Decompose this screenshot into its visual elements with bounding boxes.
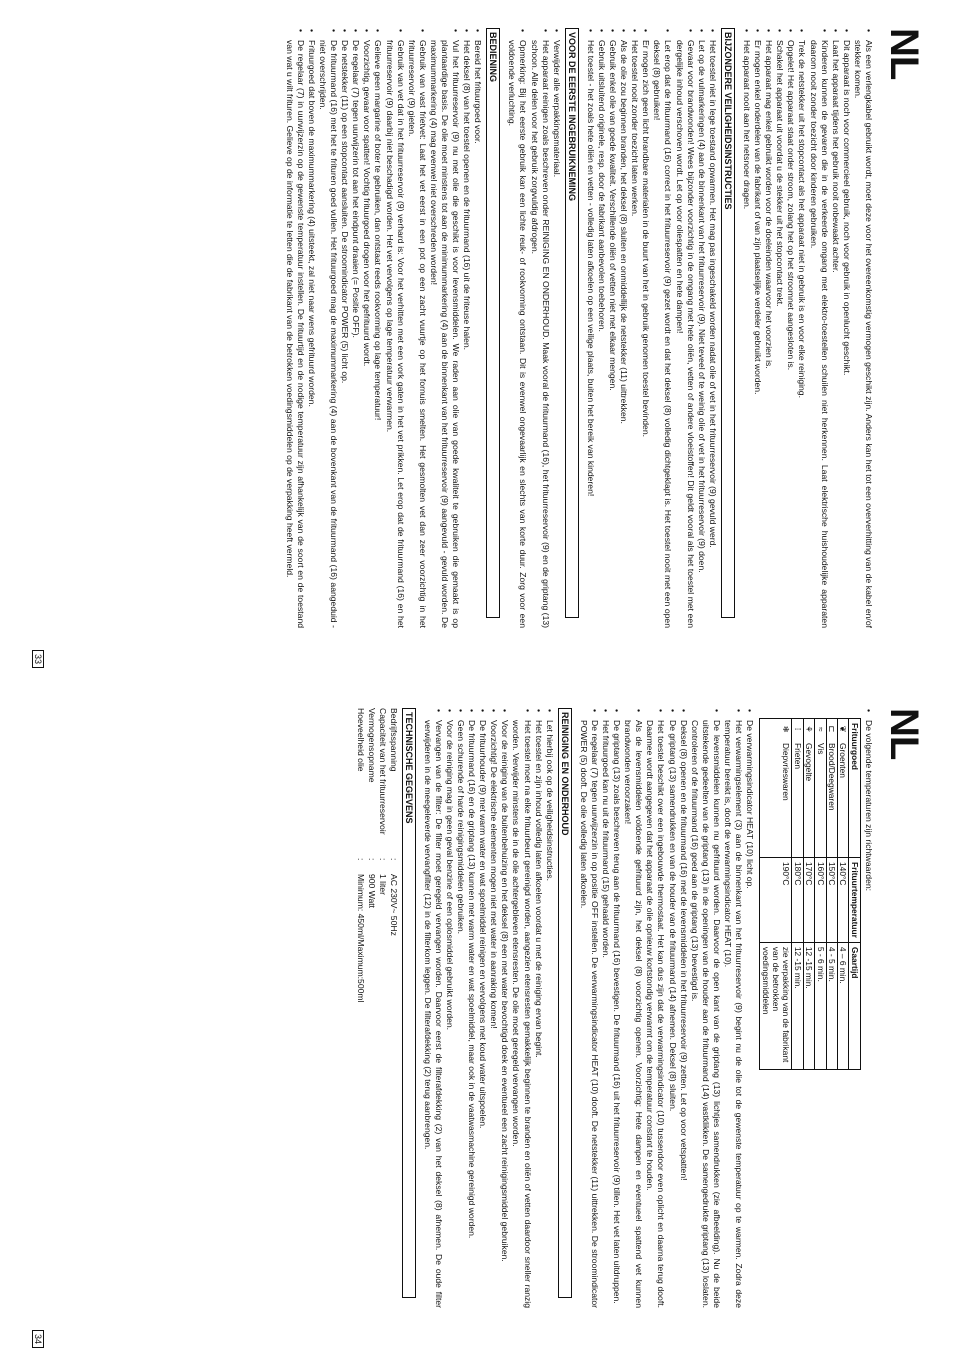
food-cell: Brood/Deegwaren bbox=[826, 739, 837, 858]
list-item: • Als een verlengkabel gebruikt wordt, moet deze voor het overeenkomstig vermogen geschikt zijn. Anders kan het tot een oververhitting van de kabel en/of stekker komen. bbox=[852, 28, 874, 628]
table-row bbox=[838, 719, 849, 1070]
list-item: • De frituurmand (16) met het te frituren goed vullen. Het frituurgoed mag de maximummarkering (4) aan de bovenkant van de frituurmand (16) aangeduid - niet overschrijden. bbox=[317, 28, 339, 628]
list-item: • De griptang (13) samendrukken en van de houder van de frituurmand (14) afnemen. Deksel (8) sluiten. bbox=[667, 708, 678, 1308]
temperature-cell: 180°C bbox=[792, 858, 803, 943]
list-item: • Als de olie zou beginnen branden, het deksel (8) sluiten en onmiddellijk de netstekker (11) uittrekken. bbox=[618, 28, 629, 628]
list-item: • Deksel (8) openen en de frituurmand (16) met de levensmiddelen in het frituurreservoir (9) zetten. Let op voor vetspatten! bbox=[678, 708, 689, 1308]
list-item: • Het frituurgoed kan nu uit de frituurmand (15) gehaald worden. bbox=[600, 708, 611, 1308]
vegetables-icon: ❦ bbox=[838, 719, 849, 740]
list-item: • Het toestel en zijn inhoud volledig laten afkoelen voordat u met de reiniging ervan begint. bbox=[533, 708, 544, 1308]
list-item: • Gebruik uitsluitend originele, resp. door de fabrikant aanbevolen toebehoren. bbox=[596, 28, 607, 628]
list-item: • Het apparaat nooit aan het netsnoer dragen. bbox=[741, 28, 752, 628]
list-item: • Vervangen van de filter: De filter moet geregeld vervangen worden. Daarvoor eerst de filterafdekking (2) van het deksel (8) afnemen. De oude filter verwijderen in de meegeleverde vervangfilter (12) in de filterkom leggen. De filterafdekking (2) terug aanbrengen. bbox=[422, 708, 444, 1308]
operation-list bbox=[284, 28, 484, 628]
cleaning-list bbox=[422, 708, 555, 1308]
spec-separator: : bbox=[388, 858, 399, 861]
list-item: • Kinderen kunnen de gevaren die in de verkeerde omgang met elektro-toestellen schuilen niet herkennen. Laat elektrische huishoudelijke apparaten daarom nooit zonder toezicht door kinderen gebruiken. bbox=[807, 28, 829, 628]
spec-row bbox=[355, 708, 366, 1308]
manual-page-34 bbox=[22, 690, 940, 1356]
list-item: • Voorzichtig, gevaar voor spatten! Vochtig frituurgoed drogen voor het gefrituurd wordt. bbox=[361, 28, 372, 628]
specs-list bbox=[355, 708, 399, 1308]
list-item: • Als de levensmiddelen voldoende gefrituurd zijn, het deksel (8) voorzichtig openen. Voorzichtig: Hete dampen en eventueel spattend vet kunnen brandwonden veroorzaken! bbox=[622, 708, 644, 1308]
spec-row bbox=[388, 708, 399, 1308]
time-cell: 5 - 6 min. bbox=[815, 942, 826, 1069]
fish-icon: ≈ bbox=[815, 719, 826, 740]
spec-separator: : bbox=[377, 858, 388, 861]
table-row bbox=[760, 719, 792, 1070]
temperature-cell: 140°C bbox=[838, 858, 849, 943]
food-cell: Frieten bbox=[792, 739, 803, 858]
poultry-icon: ⚘ bbox=[803, 719, 814, 740]
page-number: 34 bbox=[32, 1330, 44, 1348]
list-item: • Verwijder alle verpakkingsmateriaal. bbox=[551, 28, 562, 628]
time-cell: zie verpakking van de fabrikant van de betrokken voedingsmiddelen bbox=[760, 942, 792, 1069]
spec-label: Bedrijfsspanning bbox=[388, 708, 399, 772]
list-item: • De griptang (13) zoals beschreven terug aan de frituurmand (16) bevestigen. De frituurmand (16) uit het frituurreservoir (9) tillen. Het vet laten uitdruppen. bbox=[611, 708, 622, 1308]
manual-page-33 bbox=[22, 10, 940, 676]
list-item: • Schakel het apparaat uit voordat u de stekker uit het stopcontact trekt. bbox=[774, 28, 785, 628]
intro-list bbox=[741, 28, 874, 628]
spec-row bbox=[377, 708, 388, 1308]
list-item: • De levensmiddelen kunnen nu gefrituurd worden. Daarvoor de open kant van de griptang (13) lichtjes samendrukken (zie afbeelding). Nu de beide uitstekende gedeelten van de griptang (13) in de openingen van de houder aan de frituurmand (14) vastklikken. De samengedrukte griptang (13) loslaten. Controleren of de frituurmand (16) goed aan de griptang (13) bevestigd is. bbox=[689, 708, 722, 1308]
temperature-cell: 170°C bbox=[803, 858, 814, 943]
spec-label: Vermogensopname bbox=[366, 708, 377, 783]
fries-icon: ⁞ bbox=[792, 719, 803, 740]
frozen-food-icon: ❄ bbox=[760, 719, 792, 740]
list-item: • Het toestel nooit zonder toezicht laten werken. bbox=[629, 28, 640, 628]
list-item: • De verwarmingsindicator HEAT (10) licht op. bbox=[744, 708, 755, 1308]
table-header-row bbox=[849, 719, 860, 1070]
temperature-cell: 150°C bbox=[826, 858, 837, 943]
language-heading: NL bbox=[882, 28, 926, 80]
page-number: 33 bbox=[32, 650, 44, 668]
spec-label: Capaciteit van het frituurreservoir bbox=[377, 708, 388, 835]
first-use-list bbox=[506, 28, 561, 628]
list-item: • Opmerking: Bij het eerste gebruik kan een lichte reuk- of rookvorming ontstaan. Dit is evenwel ongevaarlijk en slechts van korte duur. Zorg voor een voldoende verluchting. bbox=[506, 28, 528, 628]
spec-value: Minimum: 450ml/Maximum:500ml bbox=[355, 874, 366, 1003]
list-item: • De regelaar (7) in uurwijzerzin op de gewenste temperatuur instellen. De frituurtijd en de nodige temperatuur zijn afhankelijk van de soort en de toestand van wat u wilt frituren. Gelieve op de informatie te letten die de fabrikant van de betrokken voedingsmiddelen op de verpakking heeft vermeld. bbox=[284, 28, 306, 628]
list-item: • Gebruik van vast frietvet: Laat het vet eerst in een pot op een zacht vuurtje op het fornuis smelten. Het gesmolten vet dan zeer voorzichtig in het frituurreservoir (9) gieten. bbox=[406, 28, 428, 628]
list-item: • Het toestel beschikt over een ingebouwde thermostaat. Het kan dus zijn dat de verwarmingsindicator (10) tussendoor even oplicht en daarna terug dooft. Daarmee wordt aangegeven dat het apparaat de olie opnieuw kortstondig verwarmt om de temperatuur constant te houden. bbox=[644, 708, 666, 1308]
list-item: • Voor de reiniging van de buitenbehuizing en het deksel (8) een met water bevochtigd doek en eventueel een zacht reinigingsmiddel gebruiken. bbox=[499, 708, 510, 1308]
list-item: • Het verwarmingselement (3) aan de binnenkant van het frituurreservoir (9) begint nu de olie tot de gewenste temperatuur op te warmen. Zodra deze temperatuur bereikt is, dooft de verwarmingsindicator HEAT (10). bbox=[722, 708, 744, 1308]
food-cell: Diepvrieswaren bbox=[760, 739, 792, 858]
spec-value: 1 liter bbox=[377, 874, 388, 896]
list-item: • Gelieve geen margarine of boter te gebruiken, dan ontstaat reeds rookvorming op lage temperatuur! bbox=[372, 28, 383, 628]
section-title-operation: BEDIENING bbox=[486, 28, 500, 618]
table-row bbox=[815, 719, 826, 1070]
list-item: • De netstekker (11) op een stopcontact aansluiten. De stroomindicator POWER (5) licht op. bbox=[339, 28, 350, 628]
spec-separator: : bbox=[366, 858, 377, 861]
bread-icon: ⊏ bbox=[826, 719, 837, 740]
column-header-time: Gaartijd bbox=[849, 942, 860, 1069]
section-title-specs: TECHNISCHE GEGEVENS bbox=[402, 708, 416, 1298]
list-item: • Trek de netstekker uit het stopcontact als het apparaat niet in gebruik is en voor elke reiniging. bbox=[796, 28, 807, 628]
frying-temperature-table bbox=[759, 718, 861, 1070]
table-row bbox=[826, 719, 837, 1070]
section-title-safety: BIJZONDERE VEILIGHEIDSINSTRUCTIES bbox=[721, 28, 735, 618]
spec-row bbox=[366, 708, 377, 1308]
list-item: • Er mogen enkel onderdelen van de fabrikant of van zijn plaatselijke verdeler gebruikt worden. bbox=[752, 28, 763, 628]
list-item: • Bereid het frituurgoed voor. bbox=[472, 28, 483, 628]
list-item: • Gebruik van vet dat in het frituurreservoir (9) verhard is: Voor het verhitten met een vork gaten in het vet prikken. Let erop dat de frituurmand (16) en het frituurreservoir (9) daarbij niet beschadigd worden. Het vet vervolgens op lage temperatuur verwarmen. bbox=[383, 28, 405, 628]
column-header-food: Frituurgoed bbox=[849, 719, 860, 858]
list-item: • De regelaar (7) tegen uurwijzerin tot aan het eindpunt draaien (= Positie OFF). bbox=[350, 28, 361, 628]
list-item: • Het toestel niet in lege toestand opwarmen. Het mag pas ingeschakeld worden nadat olie of vet in het frituurreservoir (9) gevuld werd. bbox=[707, 28, 718, 628]
list-item: • De frituurmand (16) en de griptang (13) kunnen met warm water en wat spoelmiddel, maar ook in de vaatwasmachine gereinigd worden. bbox=[466, 708, 477, 1308]
time-cell: 4 - 5 min. bbox=[826, 942, 837, 1069]
list-item: • Geen schurende of harde reinigingsmiddelen gebruiken. bbox=[455, 708, 466, 1308]
safety-list bbox=[585, 28, 718, 628]
list-item: • Het deksel (8) van het toestel openen en de frituurmand (16) uit de friteuse halen. bbox=[461, 28, 472, 628]
list-item: • Er mogen zich geen licht brandbare materialen in de buurt van het in gebruik genomen toestel bevinden. bbox=[640, 28, 651, 628]
list-item: • Het toestel - het zoals hete oliën en vetten - volledig laten afkoelen op een veilige plaats, buiten het bereik van kinderen! bbox=[585, 28, 596, 628]
list-item: • De frituurhouder (9) met warm water en wat spoelmiddel reinigen en vervolgens met koud water uitspoelen. bbox=[477, 708, 488, 1308]
list-item: • De regelaar (7) tegen uurwijzerzin in op positie OFF instellen. De verwarmingsindicator HEAT (10) dooft. De netstekker (11) uittrekken. De stroomindicator POWER (5) dooft. De olie volledig laten afkoelen. bbox=[578, 708, 600, 1308]
list-item: • Gebruik enkel olie van goede kwaliteit. Verschillende oliën of vetten niet met elkaar mengen. bbox=[607, 28, 618, 628]
list-item: • Let erop dat de frituurmand (16) correct in het frituurreservoir (9) gezet wordt en dat het deksel (8) volledig dichtgeklapt is. Het toestel nooit met een open deksel (8) gebruiken! bbox=[651, 28, 673, 628]
food-cell: Gevogelte bbox=[803, 739, 814, 858]
list-item: • Vul het frituurreservoir (9) nu met olie die geschikt is voor levensmiddelen. We raden aan olie van goede kwaliteit te gebruiken die gemaakt is op plantaardige basis. De olie moet minstens tot aan de minimummarkering (4) aan de binnenkant van het frituurreservoir (9) aangevuld - gevuld worden. De maximummarkering (4) mag evenwel niet overschreden worden! bbox=[428, 28, 461, 628]
list-item: • Voor de reiniging mag in geen geval benzine of een oplosmiddel gebruikt worden. bbox=[444, 708, 455, 1308]
list-item: • Het apparaat reinigen zoals beschreven onder REINIGING EN ONDERHOUD. Maak vooral de frituurmand (16), het frituurreservoir (9) en de griptang (13) schoon. Alle delen voor het gebruik zorgvuldig afdrogen. bbox=[528, 28, 550, 628]
spec-separator: : bbox=[355, 858, 366, 861]
list-item: • Dit apparaat is noch voor commercieel gebruik, noch voor gebruik in openlucht geschikt. bbox=[841, 28, 852, 628]
temperature-cell: 190°C bbox=[760, 858, 792, 943]
list-item: • De volgende temperaturen zijn richtwaarden: bbox=[863, 708, 874, 1308]
time-cell: 12 -15 min. bbox=[792, 942, 803, 1069]
section-title-first-use: VOOR DE EERSTE INGEBRUIKNEMING bbox=[565, 28, 579, 618]
time-cell: 12 -15 min. bbox=[803, 942, 814, 1069]
column-header-temperature: Frituurtemperatuur bbox=[849, 858, 860, 943]
section-title-cleaning: REINIGING EN ONDERHOUD bbox=[558, 708, 572, 1298]
list-item: • Laat het apparaat tijdens het gebruik nooit onbewaakt achter. bbox=[830, 28, 841, 628]
food-cell: Vis bbox=[815, 739, 826, 858]
food-cell: Groenten bbox=[838, 739, 849, 858]
list-item: • Opgelet! Het apparaat staat onder stroom, zolang het op het stroomnet aangesloten is. bbox=[785, 28, 796, 628]
list-item: • Gevaar voor brandwonden! Wees bijzonder voorzichtig in de omgang met hete oliën, vetten of andere vloeistoffen! Dit geldt vooral als het toestel met een dergelijke inhoud verschoven wordt. Let op voor oliespatten en hete dampen! bbox=[674, 28, 696, 628]
list-item: • Het apparaat mag enkel gebruikt worden voor de doeleinden waarvoor het voorzien is. bbox=[763, 28, 774, 628]
list-item: • Let hierbij ook op de veiligheidsinstructies. bbox=[544, 708, 555, 1308]
time-cell: 4 – 6 min. bbox=[838, 942, 849, 1069]
table-row bbox=[792, 719, 803, 1070]
list-item: • Voorzichtig! De elektrische elementen mogen niet met water in aanraking komen! bbox=[488, 708, 499, 1308]
language-heading: NL bbox=[882, 708, 926, 760]
frying-steps-list bbox=[578, 708, 756, 1308]
list-item: • Het toestel moet na elke frituurbeurt gereinigd worden, aangezien etensresten gemakkelijk beginnen te branden en oliën of vetten daardoor sneller ranzig worden. Verwijder minstens de in de olie achtergebleven etensresten. De olie moet geregeld vervangen worden. bbox=[510, 708, 532, 1308]
spec-value: AC 230V~ 50Hz bbox=[388, 874, 399, 936]
spec-label: Hoeveelheid olie bbox=[355, 708, 366, 772]
temperature-cell: 160°C bbox=[815, 858, 826, 943]
temps-intro-list bbox=[863, 708, 874, 1308]
spec-value: 900 Watt bbox=[366, 874, 377, 909]
table-row bbox=[803, 719, 814, 1070]
list-item: • Let op de vulmarkeringen (4) aan de binnenkant van het frituurreservoir (9). Niet teveel of te weinig olie of vet in het frituurreservoir (9) doen. bbox=[696, 28, 707, 628]
list-item: • Frituurgoed dat boven de maximummarkering (4) uitsteekt, zal niet naar wens gefrituurd worden. bbox=[306, 28, 317, 628]
